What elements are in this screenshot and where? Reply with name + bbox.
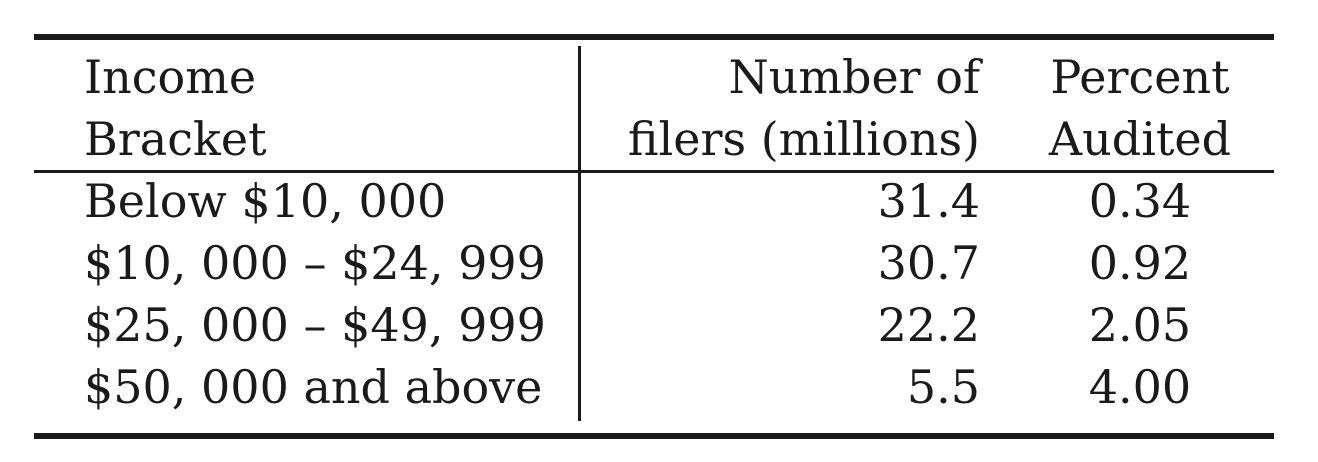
table-header-rule (34, 170, 1274, 173)
row-3-filers: 22.2 (877, 298, 980, 352)
table-top-rule (34, 34, 1274, 40)
row-3-audited: 2.05 (1088, 298, 1192, 352)
table-column-divider (578, 46, 581, 421)
header-audited-line1: Percent (1050, 50, 1230, 104)
row-1-audited: 0.34 (1088, 174, 1192, 228)
header-income-line2: Bracket (84, 112, 267, 166)
row-4-audited: 4.00 (1088, 360, 1192, 414)
row-1-filers: 31.4 (877, 174, 980, 228)
row-2-audited: 0.92 (1088, 236, 1192, 290)
header-audited-line2: Audited (1048, 112, 1232, 166)
header-filers-line1: Number of (728, 50, 980, 104)
row-2-filers: 30.7 (877, 236, 980, 290)
row-4-filers: 5.5 (906, 360, 980, 414)
row-2-bracket: $10, 000 – $24, 999 (84, 236, 546, 290)
row-1-bracket: Below $10, 000 (84, 174, 447, 228)
header-income-line1: Income (84, 50, 257, 104)
row-3-bracket: $25, 000 – $49, 999 (84, 298, 546, 352)
table-bottom-rule (34, 433, 1274, 439)
header-filers-line2: filers (millions) (627, 112, 980, 166)
row-4-bracket: $50, 000 and above (84, 360, 543, 414)
